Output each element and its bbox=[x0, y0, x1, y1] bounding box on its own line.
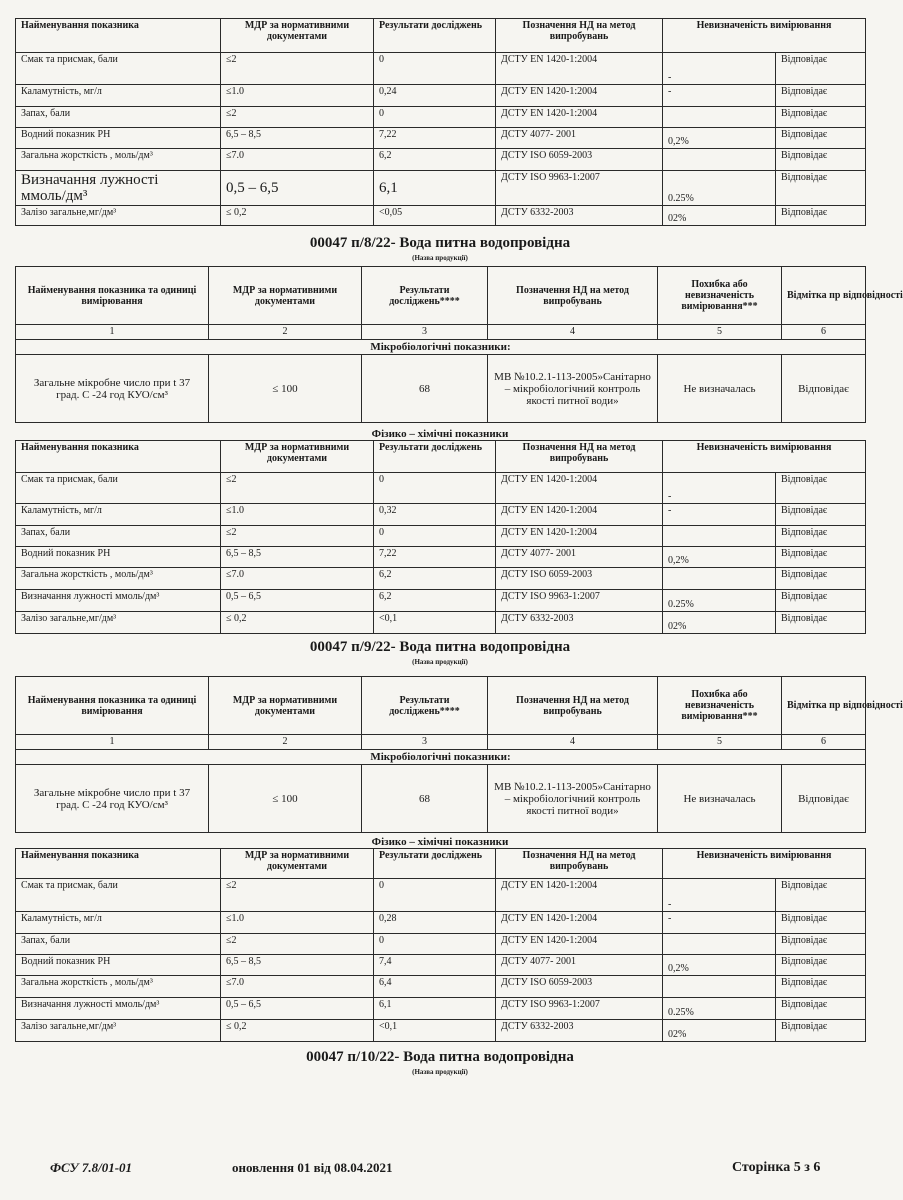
phys-table-1 bbox=[15, 18, 866, 226]
col-header-norm: МДР за нормативними документами bbox=[221, 849, 374, 879]
col-header-name: Найменування показника bbox=[16, 849, 221, 879]
product-title: 00047 п/8/22- Вода питна водопровідна bbox=[309, 235, 571, 251]
table-row: Загальна жорсткість , моль/дм³ ≤7.0 6,2 ДСТУ ISO 6059-2003 Відповідає bbox=[16, 568, 866, 590]
footer-revision: оновлення 01 від 08.04.2021 bbox=[232, 1160, 393, 1175]
table-row: Запах, бали ≤2 0 ДСТУ EN 1420-1:2004 Відповідає bbox=[16, 934, 866, 955]
table-row: Смак та присмак, бали ≤2 0 ДСТУ EN 1420-1:2004 - Відповідає bbox=[16, 473, 866, 504]
table-row: Смак та присмак, бали ≤2 0 ДСТУ EN 1420-1:2004 - Відповідає bbox=[16, 879, 866, 912]
phys-table-2 bbox=[15, 440, 866, 634]
product-caption: (Назва продукції) bbox=[412, 1068, 468, 1076]
table-row: Визначання лужності ммоль/дм³ 0,5 – 6,5 6,2 ДСТУ ISO 9963-1:2007 0.25% Відповідає bbox=[16, 590, 866, 612]
col-header-method: Позначення НД на метод випробувань bbox=[496, 19, 663, 53]
col-header-result: Результати досліджень bbox=[374, 849, 496, 879]
phys-table-3 bbox=[15, 848, 866, 1042]
col-header-method: Позначення НД на метод випробувань bbox=[488, 267, 658, 325]
table-row: Каламутність, мг/л ≤1.0 0,32 ДСТУ EN 1420-1:2004 - Відповідає bbox=[16, 504, 866, 526]
footer-doc-code: ФСУ 7.8/01-01 bbox=[50, 1160, 133, 1175]
product-title: 00047 п/10/22- Вода питна водопровідна bbox=[306, 1049, 574, 1065]
col-header-result: Результати досліджень**** bbox=[362, 677, 488, 735]
table-row: Смак та присмак, бали ≤2 0 ДСТУ EN 1420-1:2004 - Відповідає bbox=[16, 53, 866, 85]
col-header-uncertainty: Невизначеність вимірювання bbox=[663, 849, 866, 879]
micro-table-1: Найменування показника та одиниці вимірювання МДР за нормативними документами Результати досліджень**** Позначення НД на метод випробувань Похибка або невизначеність вимірювання*** Відмітка пр відповідності 1 2 3 4 5 6 Мікробіологічні показники: Загальне мікробне число при t 37 град. С -24 год КУО/см³ ≤ 100 68 МВ №10.2.1-113-2005»Санітарно – мікробіологічний контроль якості питної води» Не визначалась Відповідає bbox=[15, 266, 866, 423]
product-caption: (Назва продукції) bbox=[412, 254, 468, 262]
table-row: Залізо загальне,мг/дм³ ≤ 0,2 <0,1 ДСТУ 6332-2003 02% Відповідає bbox=[16, 1020, 866, 1042]
table-row: Водний показник РН 6,5 – 8,5 7,22 ДСТУ 4077- 2001 0,2% Відповідає bbox=[16, 128, 866, 149]
col-header-method: Позначення НД на метод випробувань bbox=[496, 441, 663, 473]
section-title: Мікробіологічні показники: bbox=[16, 340, 866, 355]
col-header-mark: Відмітка пр відповідності bbox=[782, 267, 866, 325]
col-header-result: Результати досліджень bbox=[374, 19, 496, 53]
table-row: Визначання лужності ммоль/дм³ 0,5 – 6,5 6,1 ДСТУ ISO 9963-1:2007 0.25% Відповідає bbox=[16, 171, 866, 206]
col-header-name: Найменування показника bbox=[16, 19, 221, 53]
table-row: Водний показник РН 6,5 – 8,5 7,4 ДСТУ 4077- 2001 0,2% Відповідає bbox=[16, 955, 866, 976]
micro-table-2: Найменування показника та одиниці вимірювання МДР за нормативними документами Результати досліджень**** Позначення НД на метод випробувань Похибка або невизначеність вимірювання*** Відмітка пр відповідності 1 2 3 4 5 6 Мікробіологічні показники: Загальне мікробне число при t 37 град. С -24 год КУО/см³ ≤ 100 68 МВ №10.2.1-113-2005»Санітарно – мікробіологічний контроль якості питної води» Не визначалась Відповідає bbox=[15, 676, 866, 833]
col-header-uncertainty: Невизначеність вимірювання bbox=[663, 441, 866, 473]
col-header-uncertainty: Похибка або невизначеність вимірювання*** bbox=[658, 677, 782, 735]
table-row: Загальне мікробне число при t 37 град. С -24 год КУО/см³ ≤ 100 68 МВ №10.2.1-113-2005»Санітарно – мікробіологічний контроль якості питної води» Не визначалась Відповідає bbox=[16, 355, 866, 423]
col-header-norm: МДР за нормативними документами bbox=[221, 19, 374, 53]
table-row: Загальна жорсткість , моль/дм³ ≤7.0 6,4 ДСТУ ISO 6059-2003 Відповідає bbox=[16, 976, 866, 998]
product-caption: (Назва продукції) bbox=[412, 658, 468, 666]
col-header-uncertainty: Невизначеність вимірювання bbox=[663, 19, 866, 53]
col-header-norm: МДР за нормативними документами bbox=[209, 677, 362, 735]
col-header-norm: МДР за нормативними документами bbox=[209, 267, 362, 325]
col-header-name: Найменування показника та одиниці вимірювання bbox=[16, 267, 209, 325]
col-header-uncertainty: Похибка або невизначеність вимірювання*** bbox=[658, 267, 782, 325]
section-title: Мікробіологічні показники: bbox=[16, 750, 866, 765]
product-title: 00047 п/9/22- Вода питна водопровідна bbox=[309, 639, 571, 655]
col-header-method: Позначення НД на метод випробувань bbox=[496, 849, 663, 879]
col-header-name: Найменування показника та одиниці вимірювання bbox=[16, 677, 209, 735]
table-row: Запах, бали ≤2 0 ДСТУ EN 1420-1:2004 Відповідає bbox=[16, 107, 866, 128]
col-header-result: Результати досліджень bbox=[374, 441, 496, 473]
col-header-name: Найменування показника bbox=[16, 441, 221, 473]
table-row: Загальна жорсткість , моль/дм³ ≤7.0 6,2 ДСТУ ISO 6059-2003 Відповідає bbox=[16, 149, 866, 171]
col-header-mark: Відмітка пр відповідності bbox=[782, 677, 866, 735]
section-title: Фізико – хімічні показники bbox=[371, 428, 509, 440]
col-header-norm: МДР за нормативними документами bbox=[221, 441, 374, 473]
section-title: Фізико – хімічні показники bbox=[371, 836, 509, 848]
table-row: Загальне мікробне число при t 37 град. С -24 год КУО/см³ ≤ 100 68 МВ №10.2.1-113-2005»Санітарно – мікробіологічний контроль якості питної води» Не визначалась Відповідає bbox=[16, 765, 866, 833]
col-header-method: Позначення НД на метод випробувань bbox=[488, 677, 658, 735]
table-row: Залізо загальне,мг/дм³ ≤ 0,2 <0,05 ДСТУ 6332-2003 02% Відповідає bbox=[16, 206, 866, 226]
table-row: Каламутність, мг/л ≤1.0 0,24 ДСТУ EN 1420-1:2004 - Відповідає bbox=[16, 85, 866, 107]
table-row: Водний показник РН 6,5 – 8,5 7,22 ДСТУ 4077- 2001 0,2% Відповідає bbox=[16, 547, 866, 568]
footer-page-number: Сторінка 5 з 6 bbox=[732, 1160, 821, 1175]
table-row: Залізо загальне,мг/дм³ ≤ 0,2 <0,1 ДСТУ 6332-2003 02% Відповідає bbox=[16, 612, 866, 634]
table-row: Визначання лужності ммоль/дм³ 0,5 – 6,5 6,1 ДСТУ ISO 9963-1:2007 0.25% Відповідає bbox=[16, 998, 866, 1020]
table-row: Запах, бали ≤2 0 ДСТУ EN 1420-1:2004 Відповідає bbox=[16, 526, 866, 547]
table-row: Каламутність, мг/л ≤1.0 0,28 ДСТУ EN 1420-1:2004 - Відповідає bbox=[16, 912, 866, 934]
col-header-result: Результати досліджень**** bbox=[362, 267, 488, 325]
